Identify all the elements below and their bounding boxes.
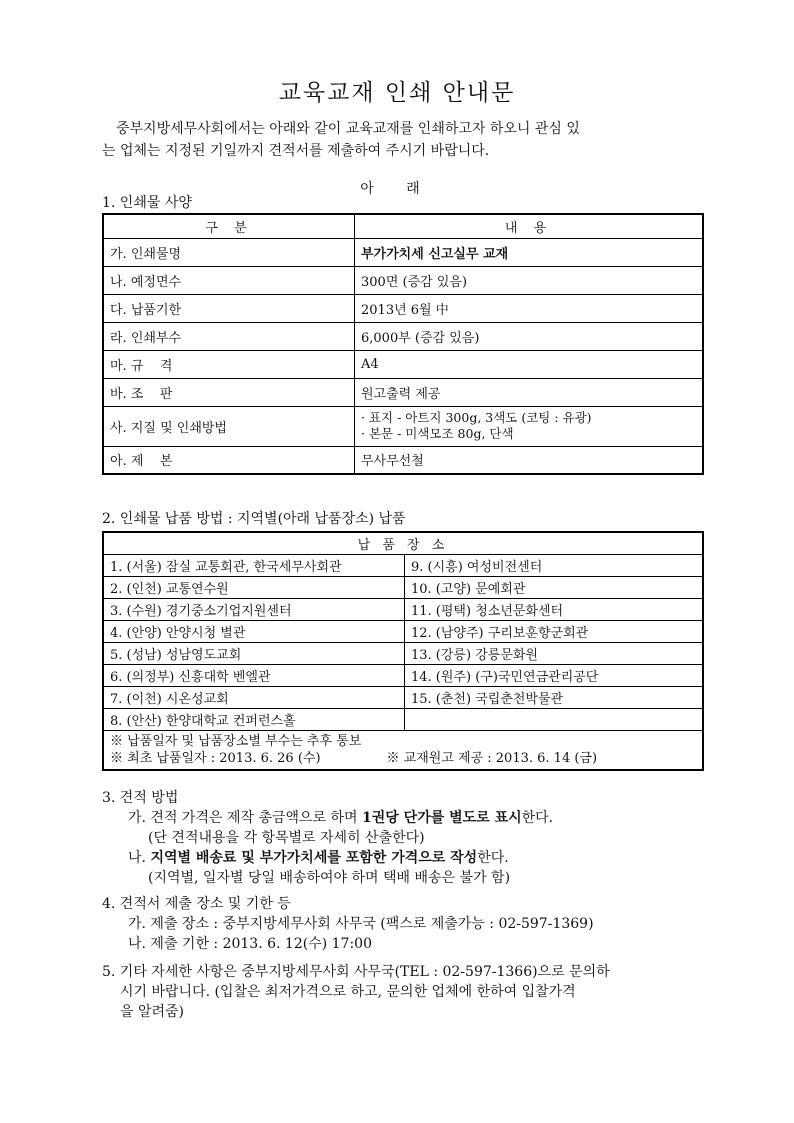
section5-line-1: 5. 기타 자세한 사항은 중부지방세무사회 사무국(TEL : 02-597-1366)으로 문의하 — [102, 964, 610, 980]
spec-value: 2013년 6월 中 — [355, 294, 704, 322]
table-row — [103, 576, 703, 598]
emphasis-text: 1권당 단가를 별도로 표시 — [362, 810, 522, 826]
loc-cell: 2. (인천) 교통연수원 — [103, 576, 405, 598]
spec-header-row — [103, 214, 703, 238]
table-row — [103, 350, 703, 378]
loc-cell: 4. (안양) 안양시청 별관 — [103, 620, 405, 642]
spec-value-line: · 본문 - 미색모조 80g, 단색 — [361, 426, 514, 441]
table-row — [103, 238, 703, 266]
spec-table — [102, 213, 704, 475]
document-title: 교육교재 인쇄 안내문 — [278, 80, 516, 106]
spec-value: 무사무선철 — [355, 446, 704, 474]
loc-cell: 11. (평택) 청소년문화센터 — [405, 598, 704, 620]
note-line-2 — [110, 750, 696, 767]
intro-paragraph — [102, 118, 702, 162]
loc-header: 납 품 장 소 — [103, 532, 703, 554]
spec-key: 나. 예정면수 — [103, 266, 355, 294]
intro-line-1: 중부지방세무사회에서는 아래와 같이 교육교재를 인쇄하고자 하오니 관심 있 — [116, 121, 580, 137]
spec-key: 마. 규 격 — [103, 350, 355, 378]
note-row — [103, 730, 703, 770]
loc-header-row — [103, 532, 703, 554]
spec-value: 6,000부 (증감 있음) — [355, 322, 704, 350]
spec-value: 300면 (증감 있음) — [355, 266, 704, 294]
spec-key: 가. 인쇄물명 — [103, 238, 355, 266]
loc-cell: 8. (안산) 한양대학교 컨퍼런스홀 — [103, 708, 405, 730]
loc-cell: 1. (서울) 잠실 교통회관, 한국세무사회관 — [103, 554, 405, 576]
spec-key: 아. 제 본 — [103, 446, 355, 474]
section3-item-a-sub: (단 견적내용을 각 항목별로 자세히 산출한다) — [148, 830, 425, 846]
loc-cell: 6. (의정부) 신흥대학 벤엘관 — [103, 664, 405, 686]
spec-col-key: 구 분 — [103, 214, 355, 238]
delivery-note — [103, 730, 703, 770]
spec-key: 라. 인쇄부수 — [103, 322, 355, 350]
spec-value-line: · 표지 - 아트지 300g, 3색도 (코팅 : 유광) — [361, 410, 592, 425]
section2-heading: 2. 인쇄물 납품 방법 : 지역별(아래 납품장소) 납품 — [102, 511, 406, 527]
spec-key: 바. 조 판 — [103, 378, 355, 406]
section3 — [102, 788, 722, 888]
table-row — [103, 554, 703, 576]
loc-cell: 7. (이천) 시온성교회 — [103, 686, 405, 708]
section5-line-2: 시기 바랍니다. (입찰은 최저가격으로 하고, 문의한 업체에 한하여 입찰가격 — [120, 984, 576, 1000]
spec-value — [355, 406, 704, 446]
intro-line-2: 는 업체는 지정된 기일까지 견적서를 제출하여 주시기 바랍니다. — [102, 143, 490, 159]
center-label: 아 래 — [360, 181, 434, 197]
spec-col-value: 내 용 — [355, 214, 704, 238]
delivery-location-table — [102, 531, 704, 771]
section4-item-b: 나. 제출 기한 : 2013. 6. 12(수) 17:00 — [128, 936, 372, 952]
loc-cell: 15. (춘천) 국립춘천박물관 — [405, 686, 704, 708]
loc-cell: 12. (남양주) 구리보훈향군회관 — [405, 620, 704, 642]
loc-cell: 9. (시흥) 여성비전센터 — [405, 554, 704, 576]
loc-cell: 5. (성남) 성남영도교회 — [103, 642, 405, 664]
table-row — [103, 322, 703, 350]
section4-heading: 4. 견적서 제출 장소 및 기한 등 — [102, 896, 291, 912]
table-row — [103, 708, 703, 730]
note-first-delivery: ※ 최초 납품일자 : 2013. 6. 26 (수) — [110, 750, 321, 766]
table-row — [103, 642, 703, 664]
section4-item-a: 가. 제출 장소 : 중부지방세무사회 사무국 (팩스로 제출가능 : 02-597-1369) — [128, 916, 594, 932]
table-row — [103, 620, 703, 642]
emphasis-text: 지역별 배송료 및 부가가치세를 포함한 가격으로 작성 — [150, 850, 478, 866]
loc-cell: 3. (수원) 경기중소기업지원센터 — [103, 598, 405, 620]
spec-value: 원고출력 제공 — [355, 378, 704, 406]
note-manuscript-date: ※ 교재원고 제공 : 2013. 6. 14 (금) — [386, 750, 598, 766]
table-row — [103, 598, 703, 620]
table-row — [103, 446, 703, 474]
table-row — [103, 406, 703, 446]
table-row — [103, 266, 703, 294]
table-row — [103, 686, 703, 708]
section3-item-b: 나. 지역별 배송료 및 부가가치세를 포함한 가격으로 작성한다. — [128, 850, 509, 866]
section5-line-3: 을 알려줌) — [120, 1004, 185, 1020]
spec-value: 부가가치세 신고실무 교재 — [355, 238, 704, 266]
spec-value: A4 — [355, 350, 704, 378]
section3-item-b-sub: (지역별, 일자별 당일 배송하여야 하며 택배 배송은 불가 함) — [148, 870, 511, 886]
spec-key: 사. 지질 및 인쇄방법 — [103, 406, 355, 446]
loc-cell: 14. (원주) (구)국민연금관리공단 — [405, 664, 704, 686]
section1-heading: 1. 인쇄물 사양 — [102, 195, 192, 211]
section5 — [102, 962, 722, 1022]
table-row — [103, 294, 703, 322]
section3-item-a: 가. 견적 가격은 제작 총금액으로 하며 1권당 단가를 별도로 표시한다. — [128, 810, 554, 826]
table-row — [103, 378, 703, 406]
loc-cell-empty — [405, 708, 704, 730]
note-line-1: ※ 납품일자 및 납품장소별 부수는 추후 통보 — [110, 733, 362, 749]
loc-cell: 10. (고양) 문예회관 — [405, 576, 704, 598]
loc-cell: 13. (강릉) 강릉문화원 — [405, 642, 704, 664]
spec-key: 다. 납품기한 — [103, 294, 355, 322]
table-row — [103, 664, 703, 686]
section4 — [102, 894, 722, 954]
section3-heading: 3. 견적 방법 — [102, 790, 179, 806]
